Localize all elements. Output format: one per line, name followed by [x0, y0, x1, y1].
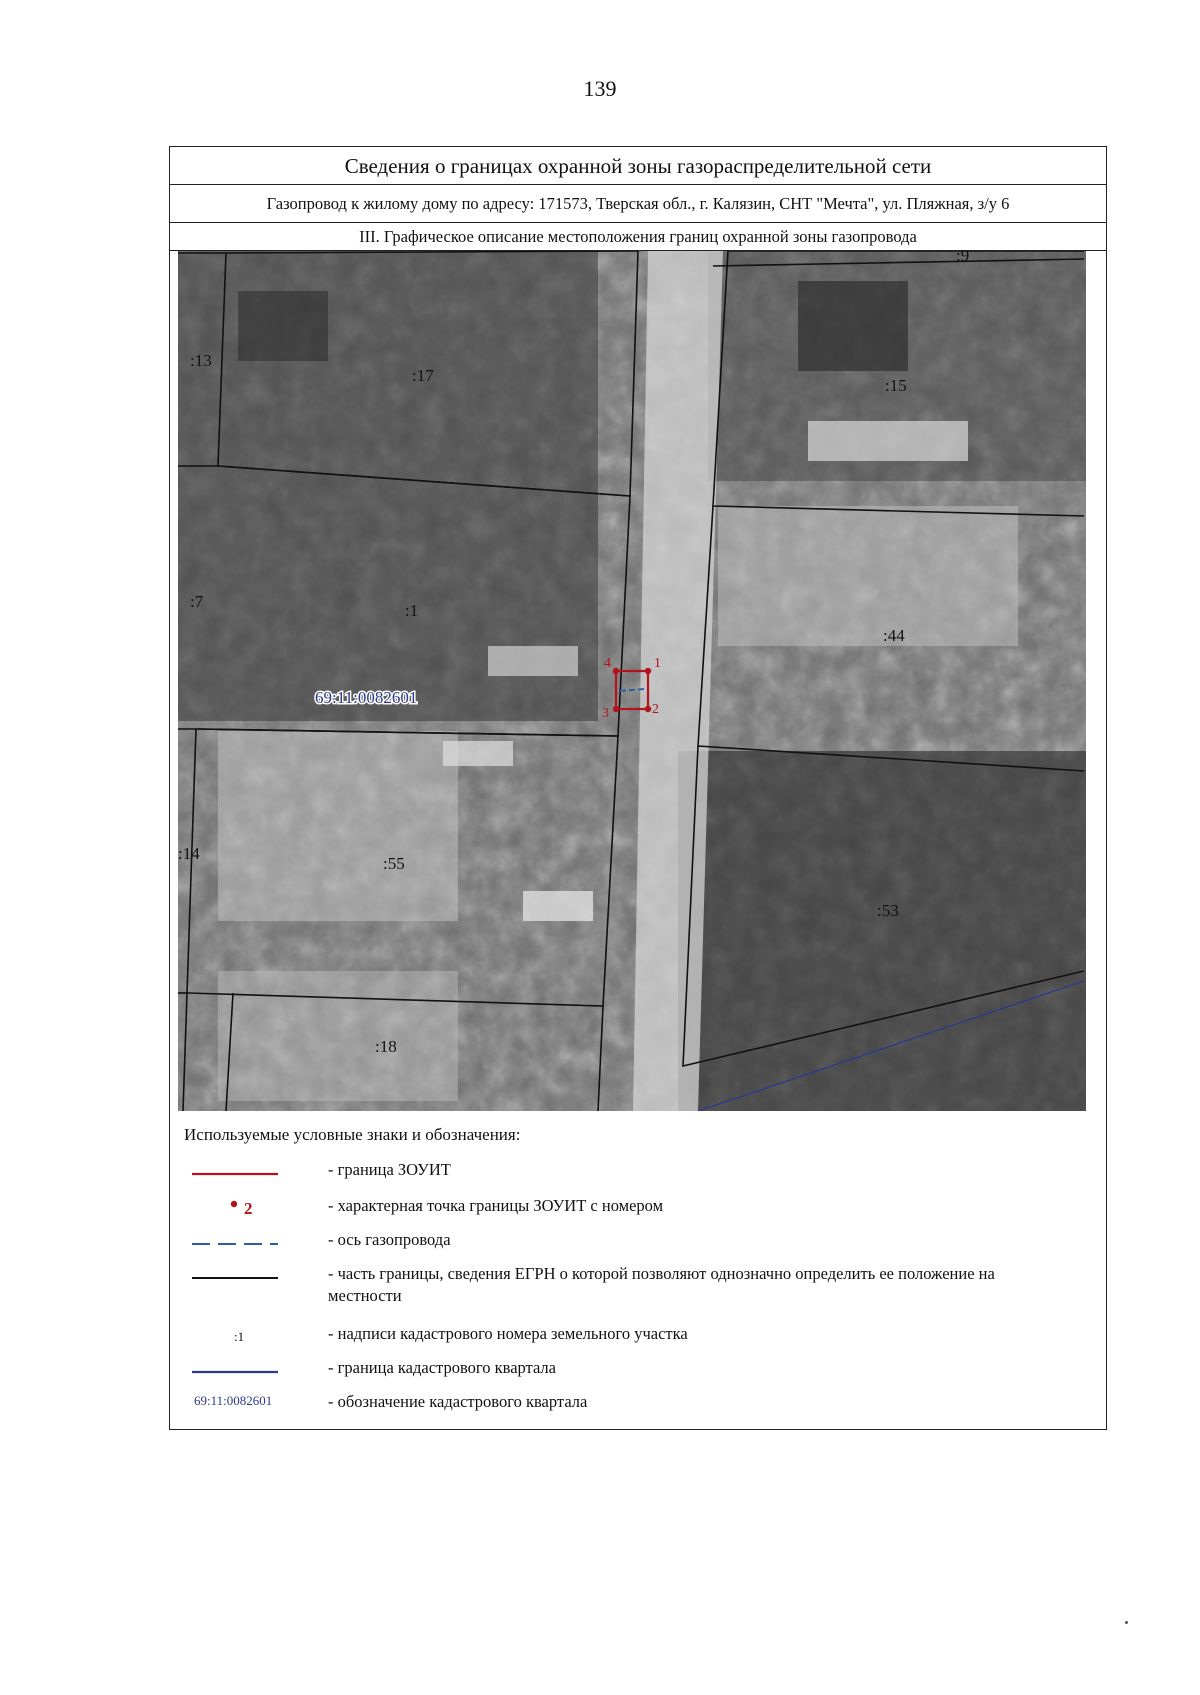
parcel-label: :15 — [885, 376, 907, 395]
legend-text: - граница ЗОУИТ — [328, 1160, 451, 1179]
building-roof — [523, 891, 593, 921]
building-roof — [238, 291, 328, 361]
parcel-label: :9 — [956, 251, 970, 265]
map-sheet — [169, 146, 1107, 1430]
boundary-point-2 — [645, 706, 651, 712]
legend-item — [170, 1229, 1090, 1259]
scan-speck — [1125, 1621, 1128, 1624]
boundary-point-4 — [613, 668, 619, 674]
legend-item — [170, 1263, 1090, 1311]
legend-symbol-parcel-boundary — [178, 1263, 288, 1293]
point-label-1: 1 — [654, 656, 661, 671]
legend-item — [170, 1357, 1090, 1387]
legend-text: - обозначение кадастрового квартала — [328, 1392, 588, 1411]
legend-item — [170, 1195, 1090, 1225]
legend-symbol-quarter-boundary — [178, 1357, 288, 1387]
section-title: III. Графическое описание местоположения границ охранной зоны газопровода — [170, 223, 1106, 251]
field-area — [218, 731, 458, 921]
parcel-label: :7 — [190, 592, 204, 611]
parcel-label: :1 — [405, 601, 419, 620]
building-roof — [488, 646, 578, 676]
legend-parcel-label-sample: :1 — [234, 1329, 245, 1344]
point-label-3: 3 — [602, 706, 609, 721]
legend-text: - надписи кадастрового номера земельного участка — [328, 1324, 688, 1343]
forest-area — [678, 751, 1086, 1111]
field-area — [218, 971, 458, 1101]
aerial-map — [178, 251, 1086, 1111]
object-description: Газопровод к жилому дому по адресу: 171573, Тверская обл., г. Калязин, СНТ "Мечта", ул. Пляжная, з/у 6 — [170, 185, 1106, 223]
legend-quarter-label-sample: 69:11:0082601 — [194, 1393, 273, 1408]
legend-title: Используемые условные знаки и обозначения: — [184, 1125, 521, 1144]
legend-text: - часть границы, сведения ЕГРН о которой позволяют однозначно определить ее положение на местности — [328, 1264, 995, 1305]
parcel-label: :13 — [190, 351, 212, 370]
legend-text: - ось газопровода — [328, 1230, 451, 1249]
boundary-point-1 — [645, 668, 651, 674]
legend-text: - граница кадастрового квартала — [328, 1358, 556, 1377]
legend-symbol-zone-boundary — [178, 1159, 288, 1189]
point-label-4: 4 — [604, 656, 611, 671]
building-roof — [798, 281, 908, 371]
legend-item — [170, 1391, 1090, 1421]
parcel-label: :44 — [883, 626, 905, 645]
point-label-2: 2 — [652, 702, 659, 717]
parcel-label: :53 — [877, 901, 899, 920]
boundary-point-3 — [613, 706, 619, 712]
legend-item — [170, 1159, 1090, 1189]
legend-symbol-boundary-point — [178, 1195, 288, 1225]
map-canvas — [178, 251, 1086, 1111]
legend-item — [170, 1323, 1090, 1353]
sheet-title: Сведения о границах охранной зоны газораспределительной сети — [170, 147, 1106, 185]
legend-text: - характерная точка границы ЗОУИТ с номером — [328, 1196, 664, 1215]
parcel-label: :14 — [178, 844, 200, 863]
parcel-label: :17 — [412, 366, 434, 385]
field-area — [718, 506, 1018, 646]
legend-symbol-parcel-label — [178, 1323, 288, 1353]
legend-symbol-gas-axis — [178, 1229, 288, 1259]
parcel-label: :18 — [375, 1037, 397, 1056]
parcel-label: :55 — [383, 854, 405, 873]
quarter-label: 69:11:0082601 — [315, 688, 418, 707]
legend-symbol-quarter-label — [178, 1391, 288, 1421]
building-roof — [808, 421, 968, 461]
legend-point-number: 2 — [244, 1199, 253, 1218]
building-roof — [443, 741, 513, 766]
page-number: 139 — [583, 76, 617, 101]
